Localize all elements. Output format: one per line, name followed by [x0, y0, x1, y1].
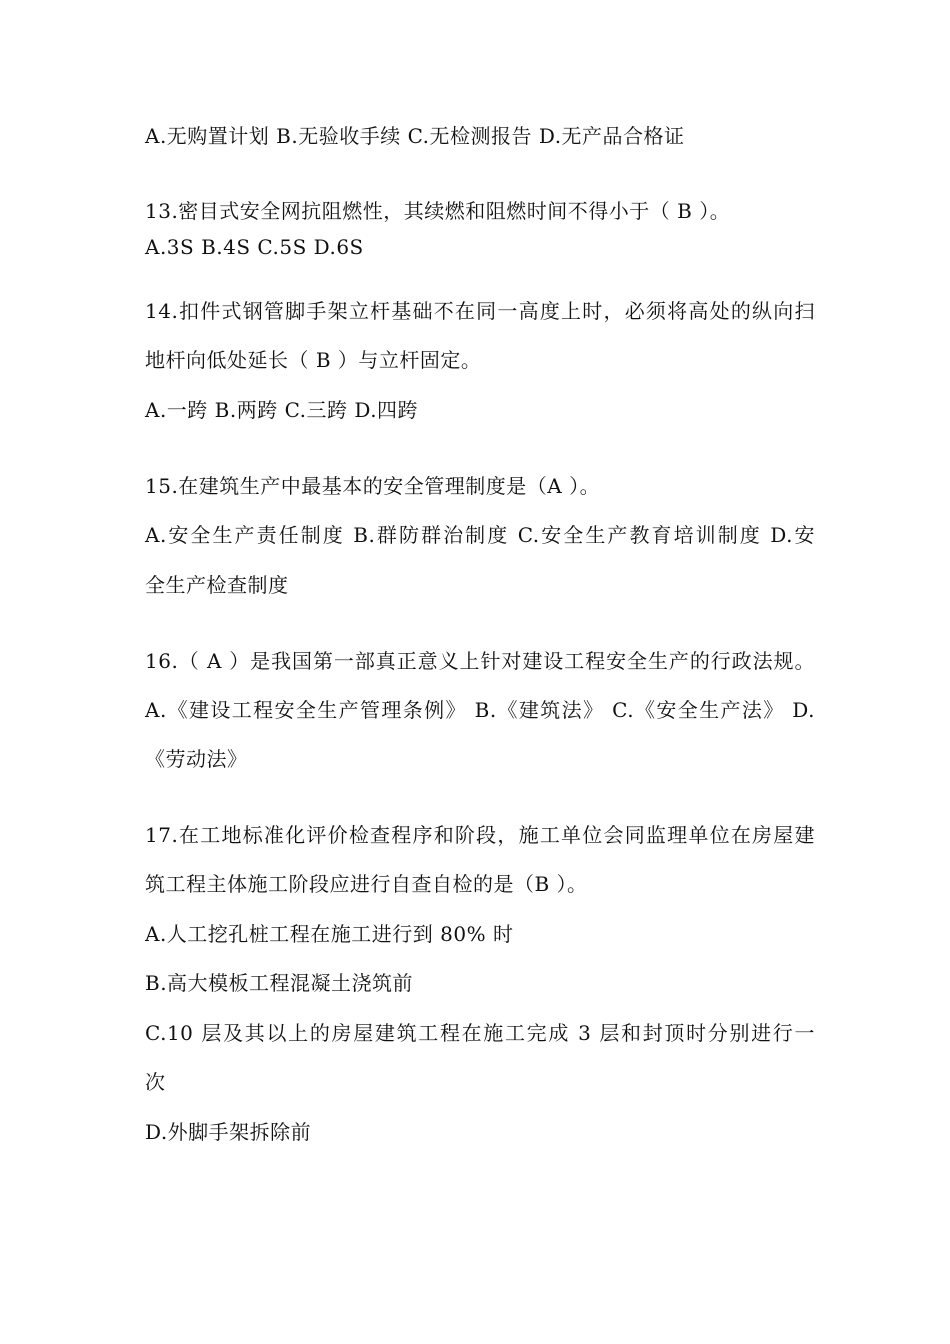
q15-options-line2: 全生产检查制度	[145, 573, 289, 597]
q17-question-line2: 筑工程主体施工阶段应进行自查自检的是（B ）。	[145, 872, 588, 896]
q17-option-a: A.人工挖孔桩工程在施工进行到 80% 时	[145, 922, 514, 946]
q14-question-line1: 14.扣件式钢管脚手架立杆基础不在同一高度上时，必须将高处的纵向扫	[145, 299, 815, 323]
q17-question-line1: 17.在工地标准化评价检查程序和阶段，施工单位会同监理单位在房屋建	[145, 823, 815, 847]
q13-options: A.3S B.4S C.5S D.6S	[145, 235, 364, 259]
q14-options: A.一跨 B.两跨 C.三跨 D.四跨	[145, 398, 419, 422]
q16-options-line2: 《劳动法》	[145, 747, 248, 771]
q17-option-b: B.高大模板工程混凝土浇筑前	[145, 971, 414, 995]
q13-question: 13.密目式安全网抗阻燃性，其续燃和阻燃时间不得小于（ B ）。	[145, 199, 731, 223]
q14-question-line2: 地杆向低处延长（ B ）与立杆固定。	[145, 348, 482, 372]
q16-question: 16.（ A ）是我国第一部真正意义上针对建设工程安全生产的行政法规。	[145, 649, 815, 673]
q15-question: 15.在建筑生产中最基本的安全管理制度是（A ）。	[145, 474, 601, 498]
q17-option-c-line1: C.10 层及其以上的房屋建筑工程在施工完成 3 层和封顶时分别进行一	[145, 1021, 815, 1045]
q17-option-d: D.外脚手架拆除前	[145, 1120, 312, 1144]
q12-options: A.无购置计划 B.无验收手续 C.无检测报告 D.无产品合格证	[145, 124, 685, 148]
q15-options-line1: A.安全生产责任制度 B.群防群治制度 C.安全生产教育培训制度 D.安	[145, 523, 815, 547]
q17-option-c-line2: 次	[145, 1070, 166, 1094]
q16-options-line1: A.《建设工程安全生产管理条例》 B.《建筑法》 C.《安全生产法》 D.	[145, 698, 815, 722]
